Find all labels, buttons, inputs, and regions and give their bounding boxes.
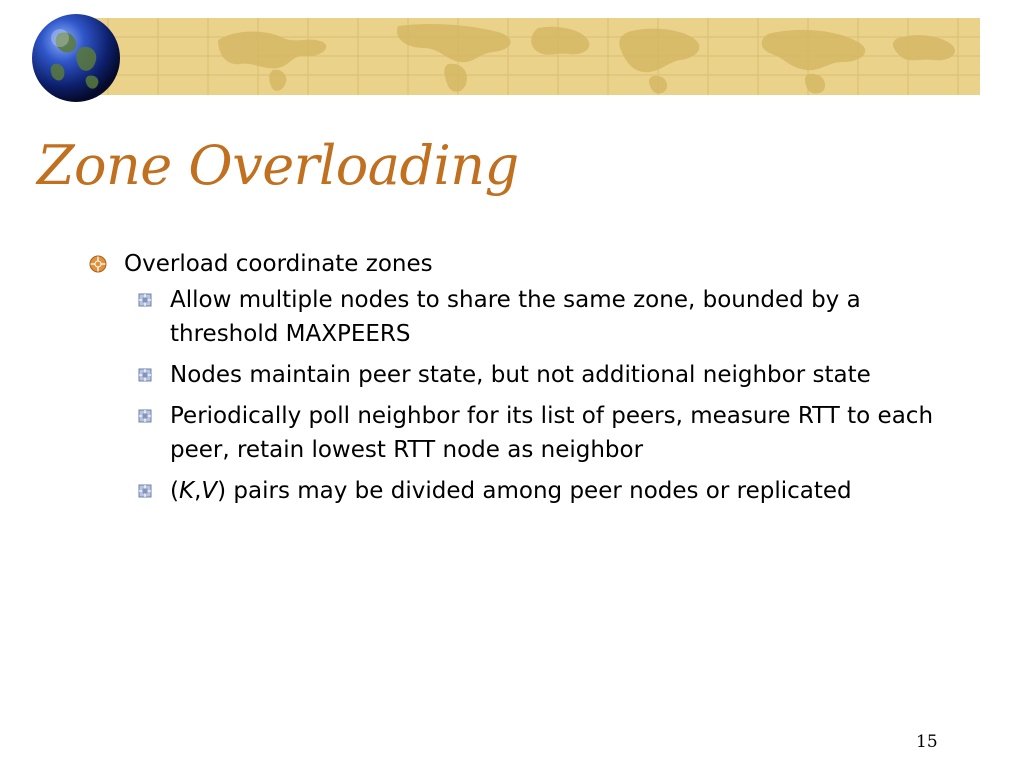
paren-close: ) xyxy=(217,478,227,504)
globe-icon xyxy=(30,12,122,104)
key-symbol: K xyxy=(178,478,195,504)
paren-open: ( xyxy=(170,478,179,504)
sub-bullet-text: Periodically poll neighbor for its list of peers, measure RTT to each peer, retain lowest RTT node as neighbor xyxy=(170,403,934,463)
slide-content xyxy=(88,248,958,515)
sub-bullet xyxy=(138,474,958,508)
square-bullet-icon xyxy=(138,409,152,423)
square-bullet-icon xyxy=(138,368,152,382)
square-bullet-icon xyxy=(138,484,152,498)
sub-bullet-text: Allow multiple nodes to share the same zone, bounded by a threshold MAXPEERS xyxy=(170,287,861,347)
world-map-banner xyxy=(68,18,980,95)
sub-bullet-text: Nodes maintain peer state, but not additional neighbor state xyxy=(170,362,871,388)
sub-bullet-list xyxy=(138,283,958,508)
sub-bullet xyxy=(138,283,958,351)
orange-bullet-icon xyxy=(88,254,108,274)
bullet-text: Overload coordinate zones xyxy=(124,251,433,277)
slide-title: Zone Overloading xyxy=(37,134,519,197)
page-number: 15 xyxy=(916,732,938,752)
sub-bullet-text xyxy=(170,474,940,508)
sub-bullet xyxy=(138,358,958,392)
bullet-level1 xyxy=(88,248,958,280)
kv-pairs-text: pairs may be divided among peer nodes or replicated xyxy=(226,478,852,504)
square-bullet-icon xyxy=(138,293,152,307)
globe-logo xyxy=(30,12,122,104)
value-symbol: V xyxy=(201,478,218,504)
sub-bullet xyxy=(138,399,958,467)
world-map-icon xyxy=(68,18,980,95)
comma: , xyxy=(194,478,202,504)
